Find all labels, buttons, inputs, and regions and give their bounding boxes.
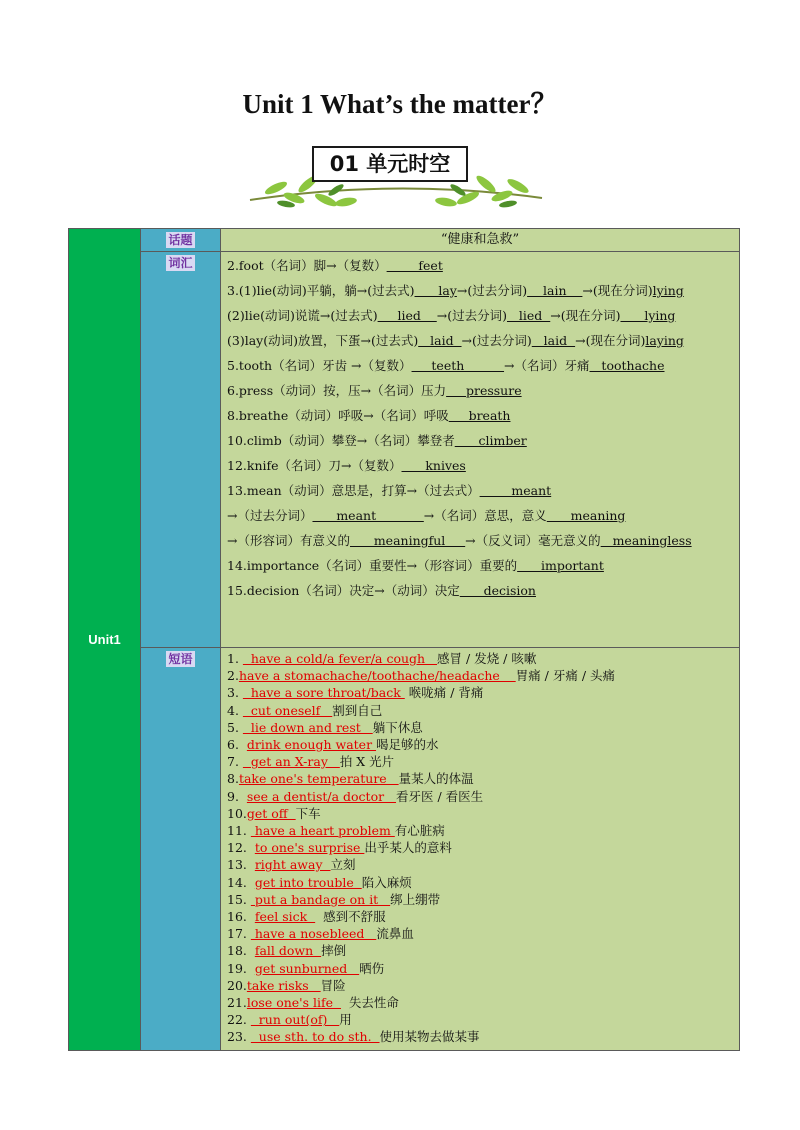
- phrase-item: [227, 770, 733, 787]
- phrase-english: have a nosebleed: [250, 926, 377, 942]
- phrase-number: 21.: [227, 995, 247, 1011]
- phrase-item: [227, 719, 733, 736]
- phrase-meaning: 失去性命: [340, 995, 399, 1011]
- phrase-item: [227, 908, 733, 925]
- phrase-english: lie down and rest: [242, 719, 373, 735]
- phrase-item: [227, 1011, 733, 1028]
- vocab-line: [227, 328, 733, 353]
- vocab-text: →(过去分词): [436, 308, 507, 323]
- section-banner: [246, 140, 546, 215]
- topic-label: 话题: [168, 233, 193, 247]
- phrase-meaning: 晒伤: [359, 960, 385, 976]
- phrase-meaning: 胃痛 / 牙痛 / 头痛: [515, 668, 616, 684]
- vocab-label: 词汇: [168, 256, 193, 270]
- phrase-english: run out(of): [250, 1012, 340, 1028]
- phrase-english: have a stomachache/toothache/headache: [238, 668, 516, 684]
- phrase-english: take risks: [246, 977, 321, 993]
- phrase-meaning: 绑上绷带: [390, 891, 441, 907]
- vocab-text: 8.breathe（动词）呼吸→（名词）呼吸: [227, 408, 449, 423]
- phrases-label: 短语: [168, 652, 193, 666]
- phrase-meaning: 量某人的体温: [398, 771, 474, 787]
- phrase-meaning: 摔倒: [321, 943, 347, 959]
- phrase-meaning: 有心脏病: [394, 823, 445, 839]
- vocab-answer: climber: [454, 433, 527, 448]
- vocab-answer: toothache: [589, 358, 665, 373]
- vocab-text: 13.mean（动词）意思是，打算→（过去式）: [227, 483, 480, 498]
- vocab-answer: important: [517, 558, 604, 573]
- vocab-answer: laying: [645, 333, 684, 348]
- vocab-line: [227, 403, 733, 428]
- phrase-english: take one's temperature: [238, 771, 399, 787]
- unit-table: [68, 228, 740, 1051]
- phrase-item: [227, 788, 733, 805]
- phrase-number: 4.: [227, 702, 243, 718]
- phrase-english: fall down: [254, 943, 322, 959]
- vocab-text: →（反义词）毫无意义的: [465, 533, 601, 548]
- vocab-line: [227, 453, 733, 478]
- phrase-meaning: 看牙医 / 看医生: [396, 788, 484, 804]
- phrase-number: 15.: [227, 891, 251, 907]
- phrase-number: 6.: [227, 737, 247, 753]
- phrase-number: 18.: [227, 943, 255, 959]
- phrase-english: feel sick: [254, 909, 316, 925]
- phrase-english: have a heart problem: [250, 823, 395, 839]
- topic-text: “健康和急救”: [440, 232, 520, 247]
- phrase-english: lose one's life: [246, 995, 341, 1011]
- vocab-line: [227, 353, 733, 378]
- vocab-text: (2)lie(动词)说谎→(过去式): [227, 308, 378, 323]
- phrase-meaning: 使用某物去做某事: [379, 1029, 480, 1045]
- phrase-item: [227, 753, 733, 770]
- vocab-line: [227, 478, 733, 503]
- phrase-number: 17.: [227, 926, 251, 942]
- phrase-item: [227, 1028, 733, 1045]
- vocab-answer: meaningless: [600, 533, 692, 548]
- phrase-meaning: 感到不舒服: [315, 909, 386, 925]
- vocab-line: [227, 553, 733, 578]
- vocab-text: →(现在分词): [575, 333, 646, 348]
- vocab-line: [227, 278, 733, 303]
- vocab-answer: meaningful: [349, 533, 466, 548]
- phrase-number: 12.: [227, 840, 255, 856]
- phrase-meaning: 拍 X 光片: [339, 754, 395, 770]
- phrase-item: [227, 822, 733, 839]
- phrase-number: 3.: [227, 685, 243, 701]
- vocab-answer: lay: [414, 283, 457, 298]
- phrase-item: [227, 650, 733, 667]
- phrase-meaning: 感冒 / 发烧 / 咳嗽: [437, 651, 537, 666]
- vocab-text: →（过去分词）: [227, 508, 313, 523]
- phrase-english: get into trouble: [254, 874, 362, 890]
- phrase-meaning: 立刻: [330, 857, 356, 873]
- phrase-number: 14.: [227, 874, 255, 890]
- phrase-item: [227, 736, 733, 753]
- vocab-line: [227, 528, 733, 553]
- vocab-line: [227, 578, 733, 603]
- vocab-text: 10.climb（动词）攀登→（名词）攀登者: [227, 433, 455, 448]
- phrase-meaning: 流鼻血: [376, 926, 414, 942]
- unit-label: Unit1: [88, 631, 121, 647]
- phrase-item: [227, 856, 733, 873]
- vocab-text: 15.decision（名词）决定→（动词）决定: [227, 583, 460, 598]
- phrase-meaning: 用: [339, 1012, 352, 1028]
- vocab-text: →(现在分词): [550, 308, 621, 323]
- vocab-answer: lying: [620, 308, 676, 323]
- phrase-number: 19.: [227, 960, 255, 976]
- vocab-text: 12.knife（名词）刀→（复数）: [227, 458, 402, 473]
- vocab-answer: feet: [386, 258, 443, 273]
- vocab-text: 3.(1)lie(动词)平躺，躺→(过去式): [227, 283, 415, 298]
- vocab-answer: lied: [506, 308, 551, 323]
- phrase-english: drink enough water: [246, 737, 377, 753]
- phrase-number: 9.: [227, 788, 247, 804]
- phrase-english: use sth. to do sth.: [250, 1029, 380, 1045]
- phrase-number: 23.: [227, 1029, 251, 1045]
- phrase-meaning: 陷入麻烦: [361, 874, 412, 890]
- vocab-line: [227, 303, 733, 328]
- phrase-item: [227, 891, 733, 908]
- section-title: 01 单元时空: [312, 146, 468, 182]
- phrase-item: [227, 960, 733, 977]
- vocab-text: 14.importance（名词）重要性→（形容词）重要的: [227, 558, 518, 573]
- vocab-answer: lain: [527, 283, 583, 298]
- phrase-english: get an X-ray: [242, 754, 340, 770]
- vocab-line: [227, 428, 733, 453]
- phrase-number: 20.: [227, 977, 247, 993]
- vocab-line: [227, 378, 733, 403]
- phrase-item: [227, 839, 733, 856]
- phrase-meaning: 出乎某人的意料: [364, 840, 452, 856]
- vocab-answer: meant: [479, 483, 552, 498]
- vocab-line: [227, 253, 733, 278]
- vocab-answer: meaning: [546, 508, 626, 523]
- topic-category-cell: [141, 229, 221, 252]
- phrase-english: put a bandage on it: [250, 891, 391, 907]
- phrase-english: have a cold/a fever/a cough: [242, 651, 438, 666]
- vocab-answer: teeth: [411, 358, 505, 373]
- phrase-list: [221, 648, 739, 1050]
- phrase-item: [227, 874, 733, 891]
- phrase-meaning: 割到自己: [332, 702, 383, 718]
- phrase-item: [227, 925, 733, 942]
- phrase-english: right away: [254, 857, 331, 873]
- phrase-meaning: 冒险: [320, 977, 346, 993]
- phrase-meaning: 下车: [295, 805, 321, 821]
- phrase-english: to one's surprise: [254, 840, 365, 856]
- vocab-text: →（形容词）有意义的: [227, 533, 350, 548]
- vocab-answer: lied: [377, 308, 437, 323]
- vocab-answer: pressure: [446, 383, 522, 398]
- phrase-number: 8.: [227, 771, 239, 787]
- vocab-text: →(过去分词): [456, 283, 528, 298]
- phrase-item: [227, 942, 733, 959]
- vocab-answer: lying: [652, 283, 684, 298]
- phrase-number: 1.: [227, 651, 243, 666]
- vocab-text: →(现在分词): [582, 283, 653, 298]
- phrase-meaning: 躺下休息: [372, 719, 423, 735]
- phrase-item: [227, 684, 733, 701]
- phrase-item: [227, 994, 733, 1011]
- unit-cell: [69, 229, 141, 1051]
- phrase-english: see a dentist/a doctor: [246, 788, 397, 804]
- vocab-answer: knives: [401, 458, 466, 473]
- vocab-text: 2.foot（名词）脚→（复数）: [227, 258, 387, 273]
- phrase-number: 7.: [227, 754, 243, 770]
- phrase-english: cut oneself: [242, 702, 333, 718]
- phrase-number: 22.: [227, 1012, 251, 1028]
- vocab-text: →(过去分词): [461, 333, 532, 348]
- phrase-number: 13.: [227, 857, 255, 873]
- vocab-category-cell: [141, 252, 221, 648]
- phrase-meaning: 喝足够的水: [376, 737, 439, 753]
- vocab-text: →（名词）牙痛: [504, 358, 590, 373]
- vocab-content-cell: [221, 252, 740, 648]
- vocab-text: 5.tooth（名词）牙齿 →（复数）: [227, 358, 412, 373]
- phrase-item: [227, 805, 733, 822]
- vocab-answer: meant: [312, 508, 424, 523]
- vocab-text: →（名词）意思，意义: [423, 508, 547, 523]
- phrase-english: get sunburned: [254, 960, 360, 976]
- phrase-number: 10.: [227, 805, 247, 821]
- phrase-number: 5.: [227, 719, 243, 735]
- vocab-text: 6.press（动词）按，压→（名词）压力: [227, 383, 447, 398]
- phrase-number: 2.: [227, 668, 239, 684]
- topic-content-cell: [221, 229, 740, 252]
- vocab-answer: laid: [531, 333, 576, 348]
- page-title: Unit 1 What’s the matter？: [242, 89, 558, 119]
- phrase-item: [227, 977, 733, 994]
- phrase-item: [227, 667, 733, 684]
- phrase-english: get off: [246, 805, 296, 821]
- vocab-list: [221, 252, 739, 607]
- phrases-content-cell: [221, 648, 740, 1051]
- phrases-category-cell: [141, 648, 221, 1051]
- vocab-answer: laid: [418, 333, 462, 348]
- phrase-english: have a sore throat/back: [242, 685, 405, 701]
- vocab-answer: decision: [459, 583, 536, 598]
- phrase-number: 16.: [227, 909, 255, 925]
- vocab-text: (3)lay(动词)放置，下蛋→(过去式): [227, 333, 419, 348]
- vocab-answer: breath: [448, 408, 511, 423]
- phrase-meaning: 喉咙痛 / 背痛: [404, 685, 484, 701]
- vocab-line: [227, 503, 733, 528]
- phrase-item: [227, 702, 733, 719]
- phrase-number: 11.: [227, 823, 251, 839]
